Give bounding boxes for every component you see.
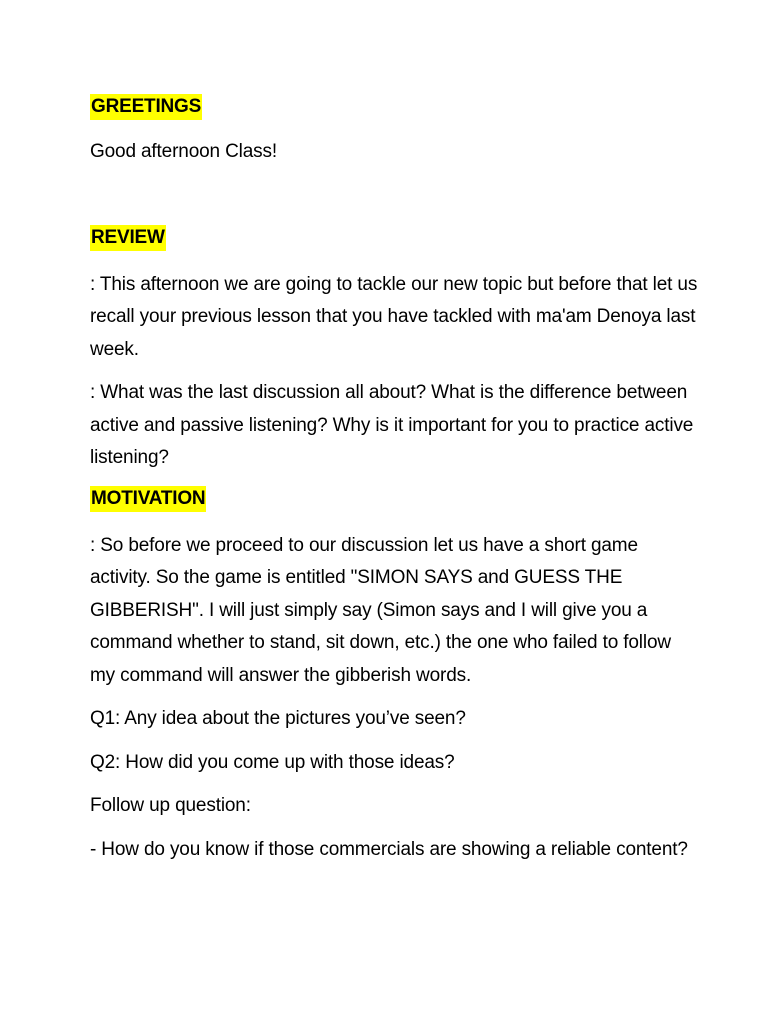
review-paragraph: : What was the last discussion all about? What is the difference between active and passive listening? Why is it important for you to practice active listening? (90, 382, 694, 468)
review-section (90, 225, 700, 251)
greetings-text: Good afternoon Class! (90, 141, 277, 162)
lesson-plan-page (90, 94, 700, 866)
motivation-section (90, 486, 700, 512)
motivation-heading: MOTIVATION (90, 486, 206, 512)
motivation-paragraph: : So before we proceed to our discussion let us have a short game activity. So the game is entitled "SIMON SAYS and GUESS THE GIBBERISH". I will just simply say (Simon says and I will give you a command whether to stand, sit down, etc.) the one who failed to follow my command will answer the gibberish words. (90, 534, 671, 686)
greetings-section (90, 94, 700, 120)
follow-up-label: Follow up question: (90, 795, 251, 816)
follow-up-question: - How do you know if those commercials are showing a reliable content? (90, 838, 688, 860)
review-heading: REVIEW (90, 225, 166, 251)
question-item: Q1: Any idea about the pictures you’ve seen? (90, 708, 466, 729)
review-paragraph: : This afternoon we are going to tackle our new topic but before that let us recall your previous lesson that you have tackled with ma'am Denoya last week. (90, 273, 698, 360)
question-item: Q2: How did you come up with those ideas? (90, 751, 455, 773)
greetings-heading: GREETINGS (90, 94, 202, 120)
